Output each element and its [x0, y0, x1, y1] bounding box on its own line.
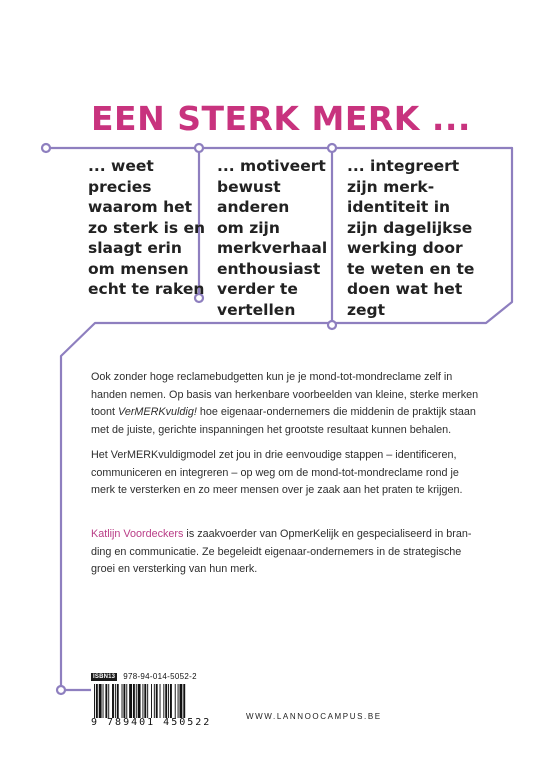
blurb-paragraph-1	[91, 369, 511, 439]
column-weet	[88, 156, 205, 300]
bio-line: groei en versterking van hun merk.	[91, 563, 258, 576]
bio-text: is zaakvoerder van OpmerKelijk en gespecialiseerd in bran-	[183, 528, 472, 540]
column-line: precies	[88, 177, 152, 196]
column-line: bewust	[217, 177, 281, 196]
isbn-number: 978-94-014-5052-2	[123, 672, 197, 681]
column-line: ... weet	[88, 157, 154, 175]
headline: EEN STERK MERK ...	[91, 99, 471, 138]
isbn-barcode	[91, 671, 235, 729]
column-integreert	[347, 156, 474, 320]
blurb-paragraph-2	[91, 447, 511, 500]
blurb-line: Ook zonder hoge reclamebudgetten kun je je mond-tot-mondreclame zelf in	[91, 371, 453, 383]
column-line: zo sterk is en	[88, 218, 206, 237]
column-motiveert	[217, 156, 327, 320]
node-dot	[57, 686, 65, 694]
blurb-line: communiceren en integreren – op weg om de mond-tot-mondreclame rond je	[91, 466, 459, 479]
isbn-header	[91, 671, 197, 682]
column-line: zijn dagelijkse	[347, 218, 473, 237]
column-line: doen wat het	[347, 280, 463, 298]
blurb-line: handen nemen. Op basis van herkenbare voorbeelden van kleine, sterke merken	[91, 388, 479, 401]
node-dot	[328, 321, 336, 329]
blurb-text: toont	[91, 406, 119, 419]
blurb-line: Het VerMERKvuldigmodel zet jou in drie eenvoudige stappen – identificeren,	[91, 449, 457, 461]
column-line: echt te raken	[88, 280, 205, 298]
column-line: werking door	[347, 239, 463, 257]
column-line: identiteit in	[347, 198, 451, 216]
column-line: enthousiast	[217, 259, 321, 278]
node-dot	[195, 144, 203, 152]
barcode-bars	[91, 684, 235, 718]
node-dot	[328, 144, 336, 152]
publisher-website: WWW.LANNOOCAMPUS.BE	[246, 712, 382, 721]
blurb-line	[91, 404, 511, 422]
column-line: zijn merk-	[347, 177, 435, 196]
blurb-line: merk te versterken en zo meer mensen over je zaak aan het praten te krijgen.	[91, 484, 463, 497]
isbn-tag: ISBN13	[93, 673, 116, 680]
author-bio	[91, 526, 511, 579]
book-title-italic: VerMERKvuldig!	[118, 406, 197, 419]
author-name: Katlijn Voordeckers	[91, 528, 184, 540]
column-line: zegt	[347, 300, 386, 319]
bio-line: ding en communicatie. Ze begeleidt eigenaar-ondernemers in de strategische	[91, 545, 462, 558]
barcode-digits: 9 789401 450522	[91, 717, 212, 728]
column-line: merkverhaal	[217, 239, 328, 257]
node-dot	[42, 144, 50, 152]
column-line: ... motiveert	[217, 157, 326, 175]
column-line: slaagt erin	[88, 239, 182, 257]
blurb-text: hoe eigenaar-ondernemers die middenin de praktijk staan	[196, 406, 476, 419]
column-line: waarom het	[88, 198, 193, 216]
blurb-line: met de juiste, gerichte inspanningen het grootste resultaat kunnen behalen.	[91, 423, 452, 436]
column-line: te weten en te	[347, 259, 475, 278]
column-line: verder te	[217, 280, 298, 298]
column-line: anderen	[217, 198, 290, 216]
column-line: ... integreert	[347, 157, 460, 175]
bio-line	[91, 526, 511, 544]
column-line: vertellen	[217, 300, 296, 319]
column-line: om zijn	[217, 218, 280, 237]
column-line: om mensen	[88, 259, 189, 278]
